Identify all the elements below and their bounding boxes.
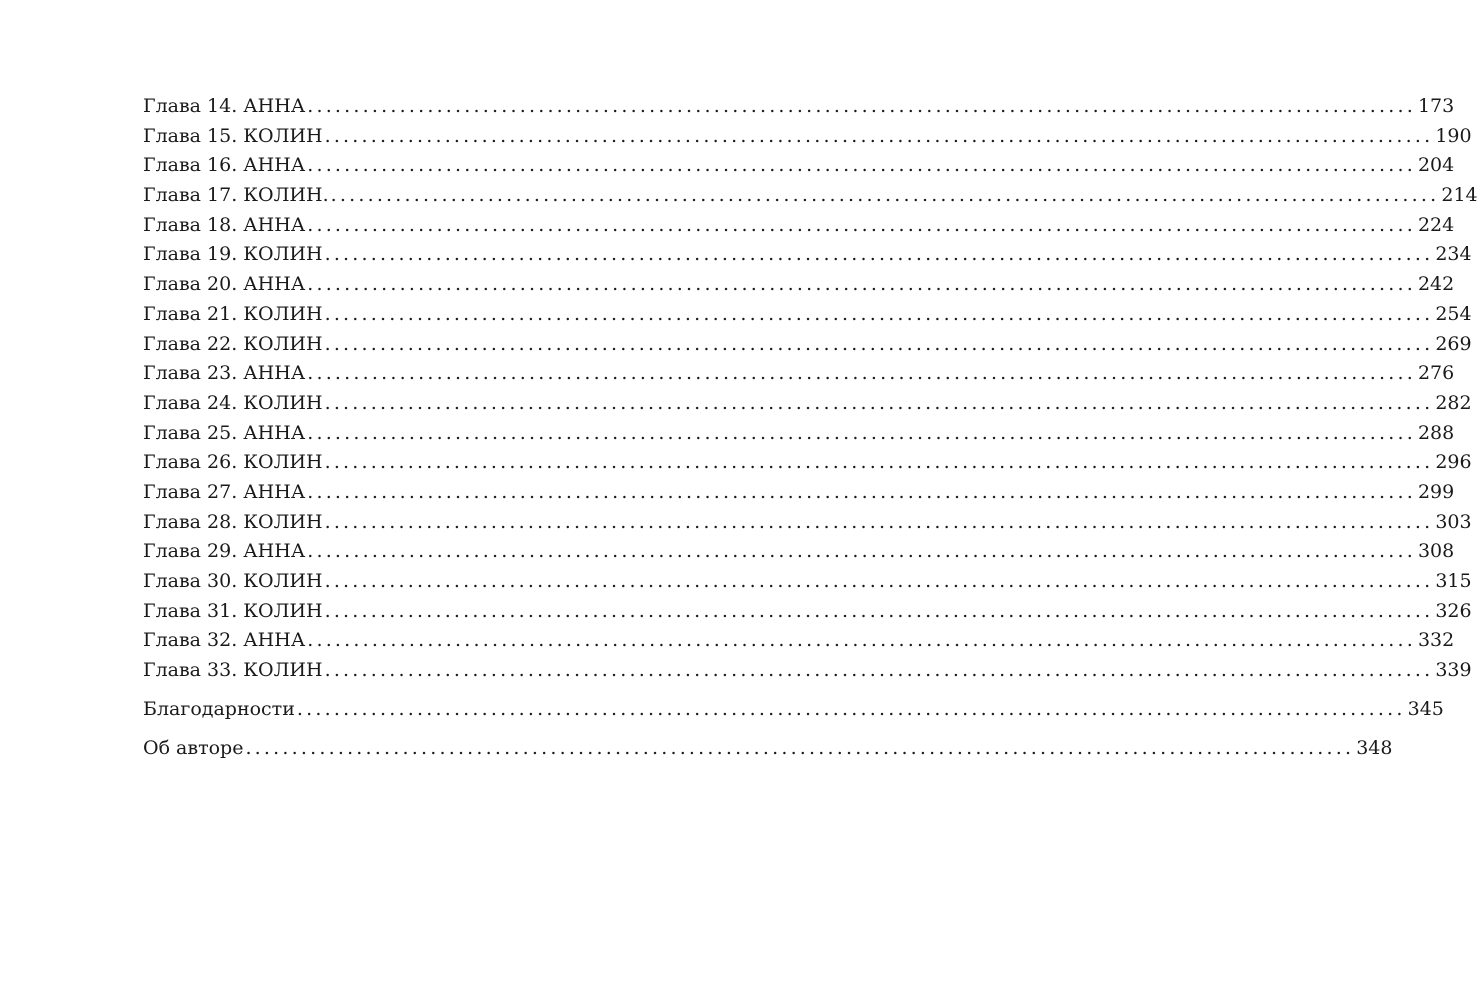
dot-leader: ........................................................................................................................ — [324, 124, 1434, 147]
toc-entry — [143, 478, 1455, 508]
toc-entry-acknowledgements — [143, 695, 1444, 725]
toc-entry-page: 296 — [1435, 451, 1472, 474]
toc-entry-label: Глава 23. АННА — [143, 362, 306, 385]
toc-entry-page: 332 — [1417, 629, 1455, 652]
toc-entry — [143, 330, 1472, 360]
toc-entry — [143, 508, 1472, 538]
toc-entry-about-author — [143, 734, 1393, 764]
dot-leader: ........................................................................................................................ — [307, 273, 1416, 296]
toc-entry-page: 326 — [1435, 599, 1472, 622]
dot-leader: ........................................................................................................................ — [324, 391, 1434, 414]
toc-entry — [143, 537, 1455, 567]
toc-entry-page: 276 — [1417, 362, 1455, 385]
dot-leader: ........................................................................................................................ — [330, 184, 1440, 207]
toc-entry-label: Глава 24. КОЛИН — [143, 391, 323, 414]
dot-leader: ........................................................................................................................ — [245, 736, 1355, 759]
toc-entry-label: Глава 30. КОЛИН — [143, 570, 323, 592]
toc-entry — [143, 240, 1472, 270]
toc-entry-page: 242 — [1417, 273, 1455, 296]
dot-leader: ........................................................................................................................ — [307, 95, 1416, 117]
table-of-contents — [143, 92, 1478, 764]
toc-entry-page: 299 — [1417, 480, 1455, 503]
toc-entry — [143, 419, 1455, 449]
dot-leader: ........................................................................................................................ — [307, 213, 1416, 236]
toc-entry-label: Глава 26. КОЛИН — [143, 451, 323, 474]
toc-entry-page: 348 — [1356, 736, 1393, 759]
toc-entry-label: Глава 19. КОЛИН — [143, 243, 323, 266]
toc-entry-label: Глава 28. КОЛИН — [143, 510, 323, 533]
toc-entry-label: Глава 32. АННА — [143, 629, 306, 652]
dot-leader: ........................................................................................................................ — [307, 362, 1416, 385]
toc-entry — [143, 270, 1455, 300]
toc-entry-page: 254 — [1435, 302, 1472, 325]
toc-entry-label: Глава 33. КОЛИН — [143, 659, 323, 682]
toc-entry — [143, 597, 1472, 627]
toc-entry-page: 345 — [1407, 697, 1444, 720]
toc-entry — [143, 359, 1455, 389]
toc-entry-label: Об авторе — [143, 736, 244, 759]
toc-entry-page: 234 — [1435, 243, 1472, 266]
toc-entry-page: 288 — [1417, 421, 1455, 444]
toc-entry — [143, 122, 1472, 152]
dot-leader: ........................................................................................................................ — [324, 659, 1434, 682]
dot-leader: ........................................................................................................................ — [307, 629, 1416, 652]
toc-entry — [143, 211, 1455, 241]
toc-entry — [143, 151, 1455, 181]
toc-entry-label: Глава 15. КОЛИН — [143, 124, 323, 147]
dot-leader: ........................................................................................................................ — [324, 510, 1434, 533]
toc-entry — [143, 389, 1472, 419]
toc-entry — [143, 181, 1478, 211]
toc-entry — [143, 92, 1455, 122]
toc-entry — [143, 300, 1472, 330]
dot-leader: ........................................................................................................................ — [324, 599, 1434, 622]
dot-leader: ........................................................................................................................ — [307, 480, 1416, 503]
toc-entry-label: Глава 25. АННА — [143, 421, 306, 444]
toc-entry — [143, 626, 1455, 656]
toc-entry-page: 224 — [1417, 213, 1455, 236]
dot-leader: ........................................................................................................................ — [324, 332, 1434, 355]
toc-entry-label: Глава 18. АННА — [143, 213, 306, 236]
toc-entry-label: Глава 21. КОЛИН — [143, 302, 323, 325]
toc-entry-page: 308 — [1417, 540, 1455, 563]
toc-entry-page: 214 — [1441, 184, 1478, 207]
dot-leader: ........................................................................................................................ — [324, 302, 1434, 325]
dot-leader: ........................................................................................................................ — [307, 154, 1416, 177]
toc-entry-label: Благодарности — [143, 697, 295, 720]
dot-leader: ........................................................................................................................ — [307, 421, 1416, 444]
dot-leader: ........................................................................................................................ — [307, 540, 1416, 563]
toc-entry-label: Глава 31. КОЛИН — [143, 599, 323, 622]
dot-leader: ........................................................................................................................ — [324, 243, 1434, 266]
toc-entry-page: 339 — [1435, 659, 1472, 682]
toc-entry-page: 303 — [1435, 510, 1472, 533]
dot-leader: ........................................................................................................................ — [324, 451, 1434, 474]
toc-entry — [143, 567, 1472, 597]
toc-entry-label: Глава 17. КОЛИН. — [143, 184, 329, 207]
toc-entry-page: 173 — [1417, 95, 1455, 117]
toc-entry — [143, 656, 1472, 686]
toc-entry-page: 282 — [1435, 391, 1472, 414]
toc-entry-label: Глава 27. АННА — [143, 480, 306, 503]
toc-entry-page: 269 — [1435, 332, 1472, 355]
toc-entry-label: Глава 29. АННА — [143, 540, 306, 563]
toc-entry-page: 190 — [1435, 124, 1472, 147]
toc-entry — [143, 448, 1472, 478]
toc-entry-label: Глава 16. АННА — [143, 154, 306, 177]
dot-leader: ........................................................................................................................ — [296, 697, 1406, 720]
toc-entry-page: 315 — [1435, 570, 1472, 592]
toc-entry-label: Глава 20. АННА — [143, 273, 306, 296]
toc-entry-label: Глава 14. АННА — [143, 95, 306, 117]
toc-entry-label: Глава 22. КОЛИН — [143, 332, 323, 355]
dot-leader: ........................................................................................................................ — [324, 570, 1434, 592]
toc-entry-page: 204 — [1417, 154, 1455, 177]
